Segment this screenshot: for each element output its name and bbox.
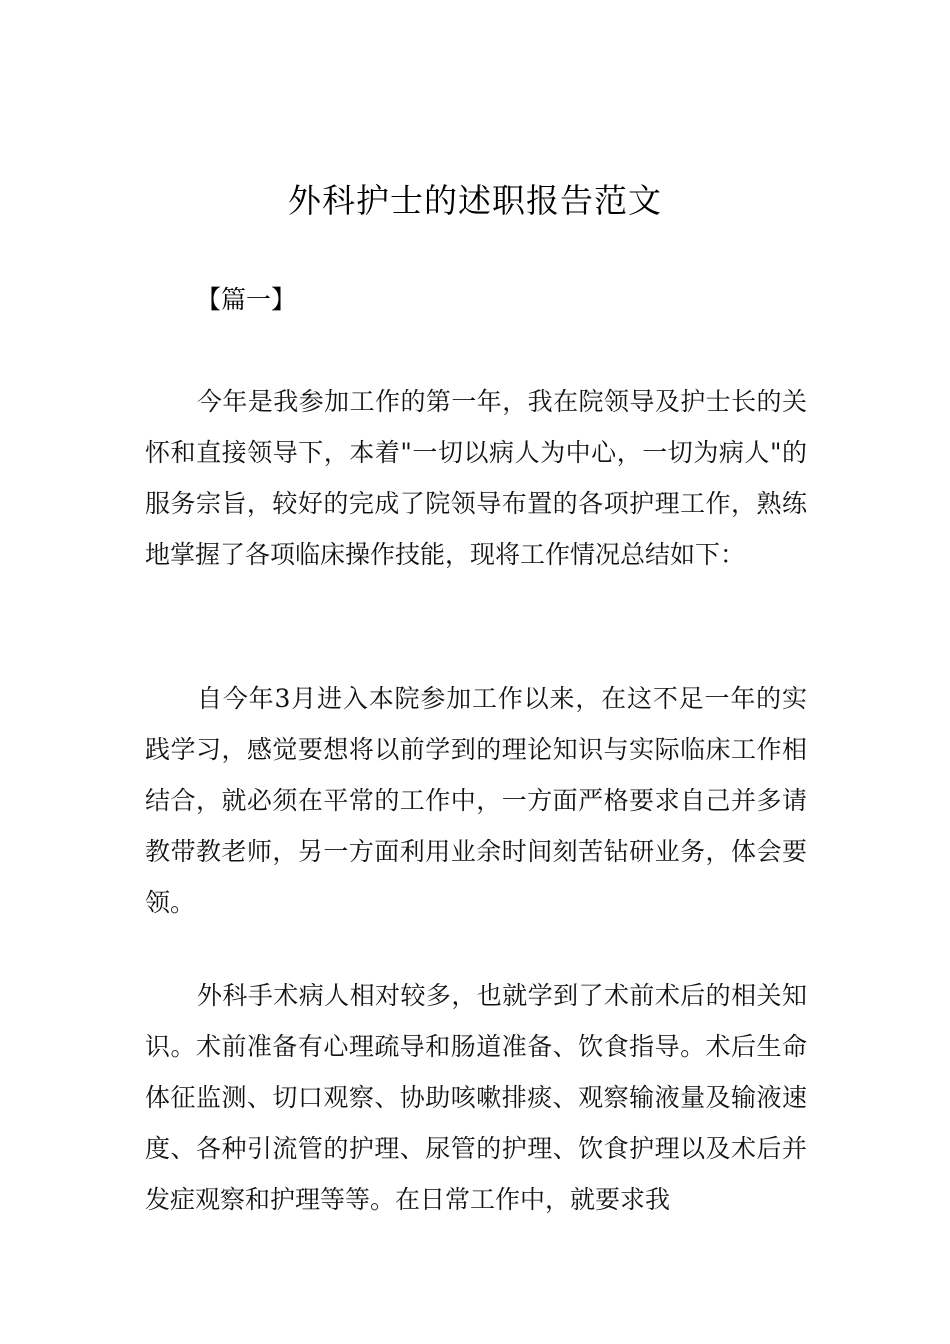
body-paragraph: 自今年3月进入本院参加工作以来，在这不足一年的实践学习，感觉要想将以前学到的理论知识与实际临床工作相结合，就必须在平常的工作中，一方面严格要求自己并多请教带教老师，另一方面利用业余时间刻苦钻研业务，体会要领。 <box>145 684 807 917</box>
body-paragraph: 今年是我参加工作的第一年，我在院领导及护士长的关怀和直接领导下，本着"一切以病人为中心，一切为病人"的服务宗旨，较好的完成了院领导布置的各项护理工作，熟练地掌握了各项临床操作技能，现将工作情况总结如下： <box>145 387 807 569</box>
section-label: 【篇一】 <box>196 285 297 314</box>
body-paragraph: 外科手术病人相对较多，也就学到了术前术后的相关知识。术前准备有心理疏导和肠道准备、饮食指导。术后生命体征监测、切口观察、协助咳嗽排痰、观察输液量及输液速度、各种引流管的护理、尿管的护理、饮食护理以及术后并发症观察和护理等等。在日常工作中，就要求我 <box>145 981 807 1214</box>
document-title: 外科护士的述职报告范文 <box>288 181 662 220</box>
